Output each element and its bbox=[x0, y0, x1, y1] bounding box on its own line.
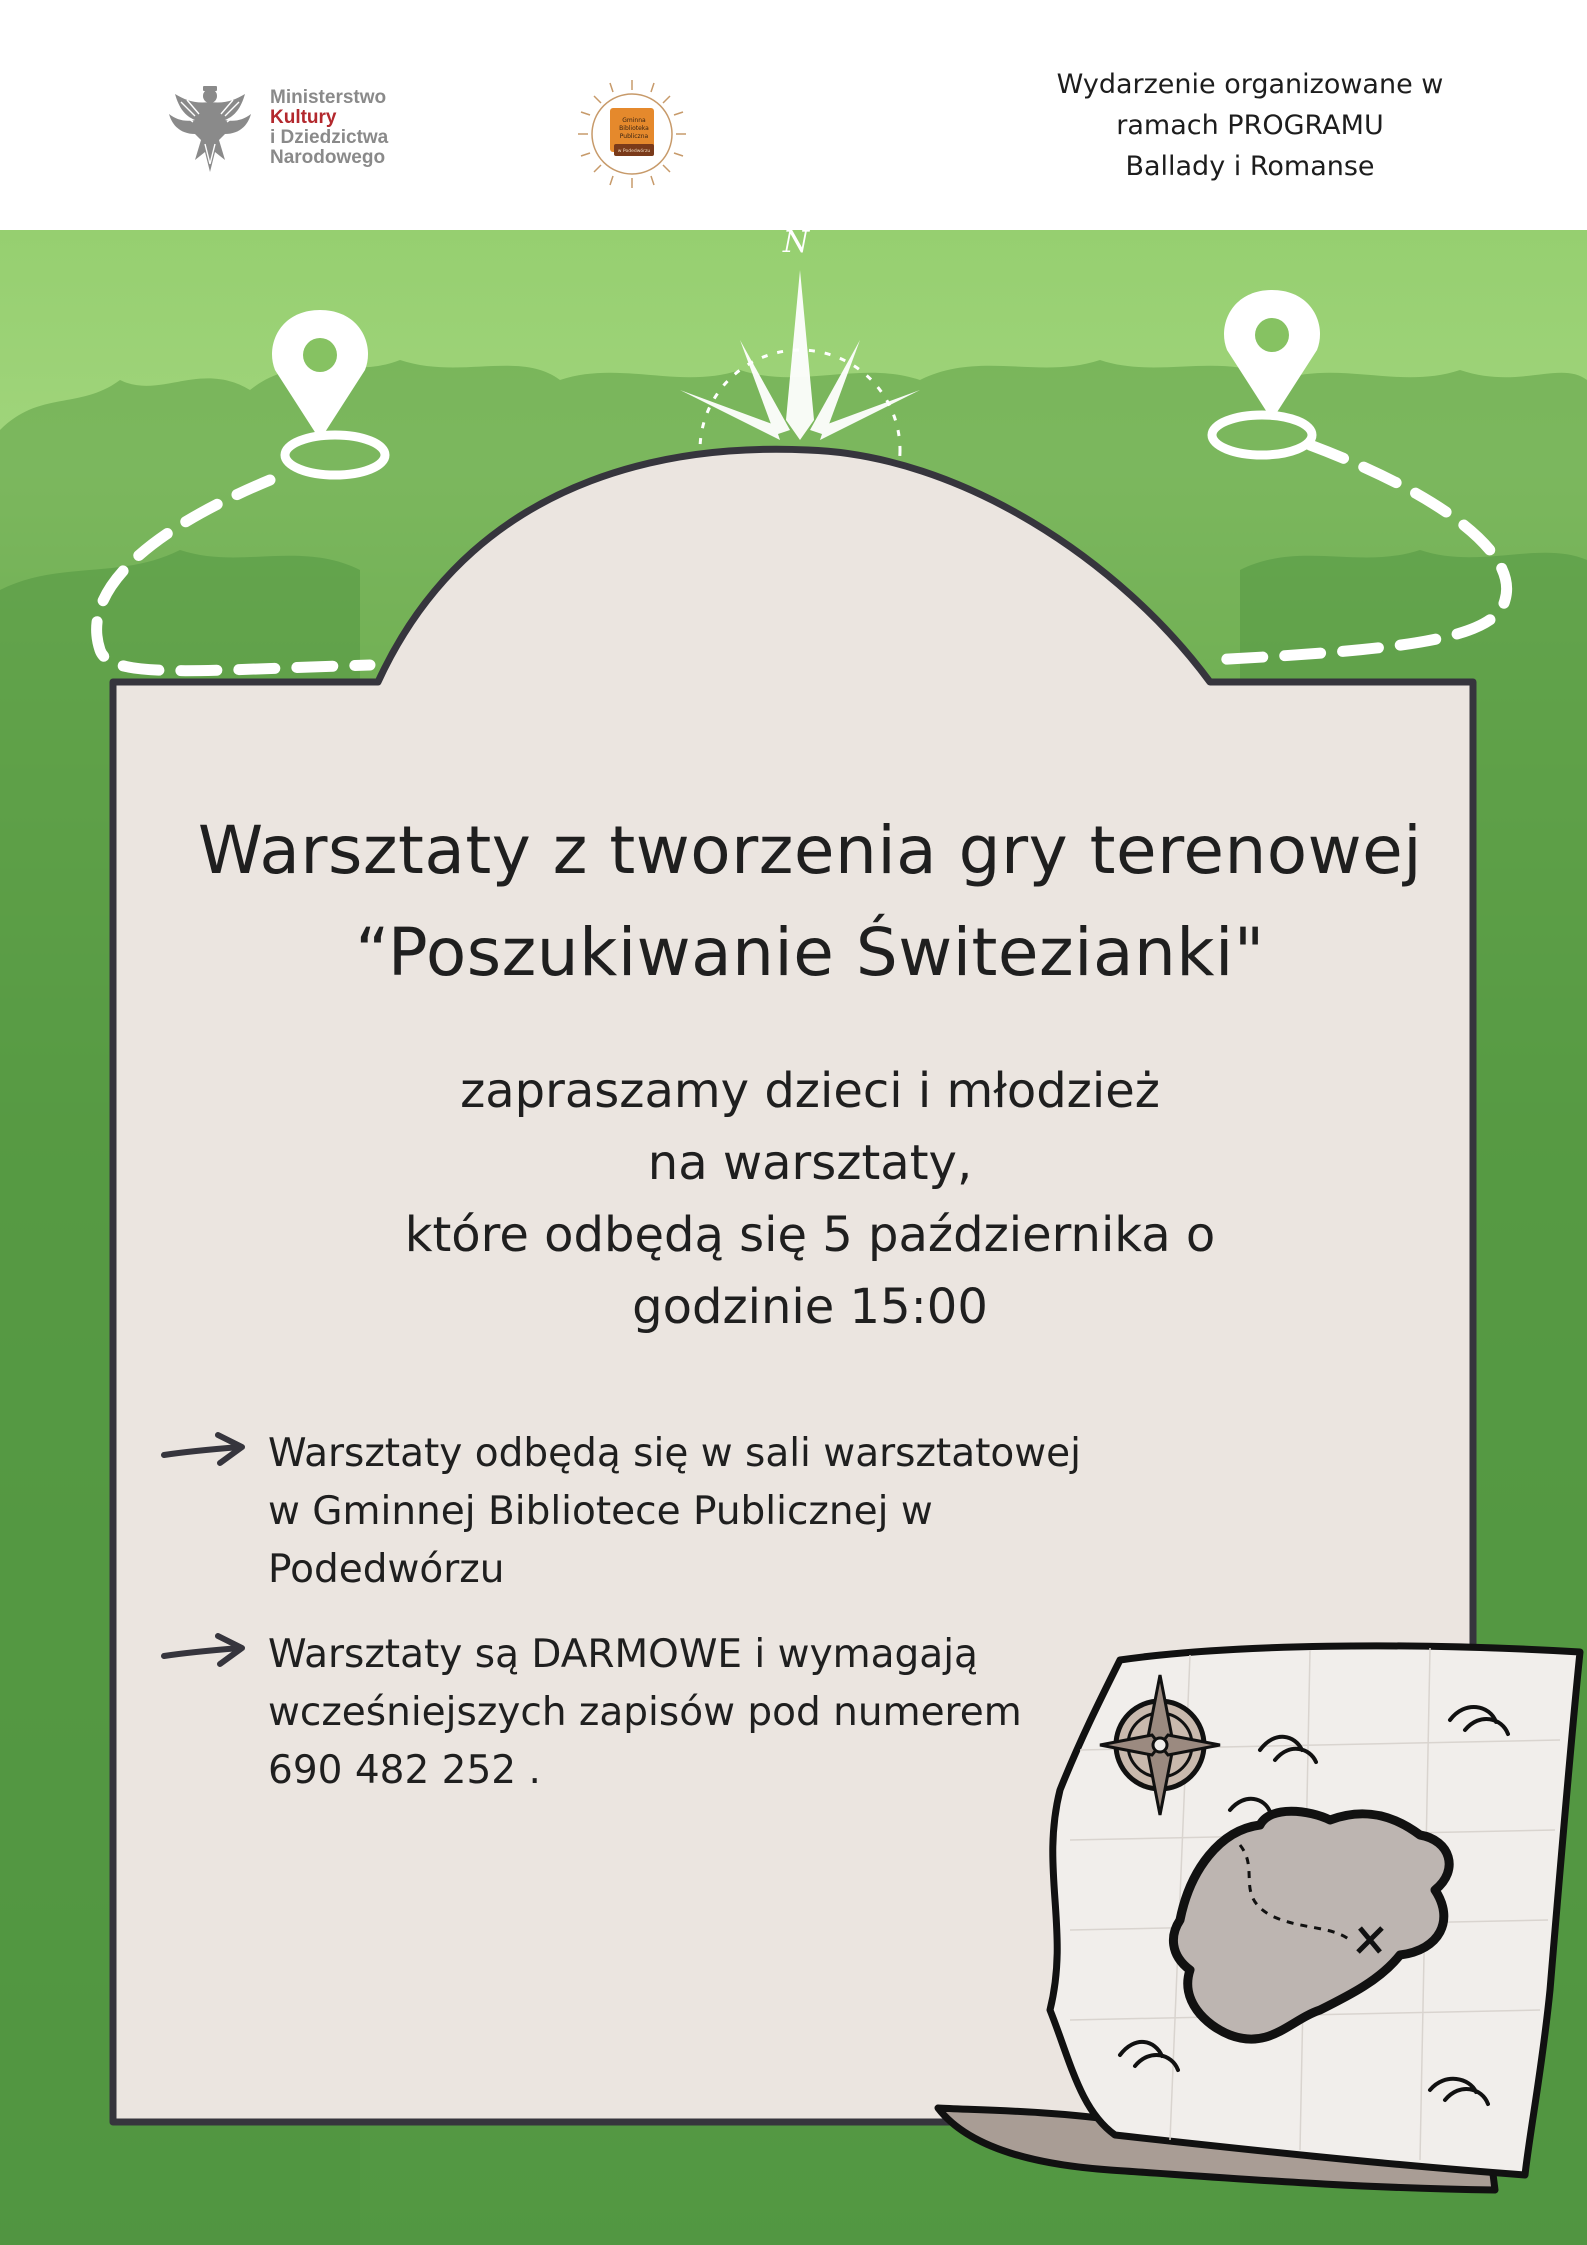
treasure-map-icon bbox=[930, 1630, 1587, 2200]
program-note-line-3: Ballady i Romanse bbox=[1125, 151, 1375, 182]
arrow-right-icon bbox=[160, 1431, 250, 1471]
title-line-1: Warsztaty z tworzenia gry terenowej bbox=[197, 812, 1423, 889]
library-sun-logo-icon bbox=[576, 78, 688, 190]
svg-text:Biblioteka: Biblioteka bbox=[619, 125, 649, 132]
ministry-line-4: Narodowego bbox=[270, 147, 386, 168]
title-line-2: “Poszukiwanie Świtezianki" bbox=[355, 914, 1265, 991]
ministry-name bbox=[270, 88, 388, 168]
program-note-line-2: ramach PROGRAMU bbox=[1116, 110, 1384, 141]
arrow-right-icon bbox=[160, 1632, 250, 1672]
bullet-line: Warsztaty odbędą się w sali warsztatowej bbox=[268, 1431, 1081, 1476]
header bbox=[0, 0, 1587, 230]
eagle-emblem-icon bbox=[155, 80, 265, 180]
svg-text:w Podedwórzu: w Podedwórzu bbox=[617, 149, 651, 154]
bullet-line: 690 482 252 . bbox=[268, 1748, 541, 1793]
svg-text:Publiczna: Publiczna bbox=[619, 133, 649, 140]
bullet-line: Podedwórzu bbox=[268, 1547, 505, 1592]
bullet-location bbox=[160, 1425, 1120, 1599]
poster-title bbox=[150, 800, 1470, 1004]
ministry-line-2: Kultury bbox=[270, 107, 337, 128]
bullet-line: wcześniejszych zapisów pod numerem bbox=[268, 1690, 1022, 1735]
svg-text:N: N bbox=[782, 230, 810, 260]
invite-line-1: zapraszamy dzieci i młodzież bbox=[460, 1063, 1160, 1119]
ministry-line-1: Ministerstwo bbox=[270, 87, 387, 108]
invite-line-2: na warsztaty, bbox=[647, 1135, 973, 1191]
svg-text:Gminna: Gminna bbox=[622, 117, 646, 124]
invitation-text bbox=[150, 1055, 1470, 1343]
invite-line-3: które odbędą się 5 października o bbox=[404, 1207, 1216, 1263]
program-note bbox=[1020, 64, 1480, 187]
bullet-line: w Gminnej Bibliotece Publicznej w bbox=[268, 1489, 933, 1534]
invite-line-4: godzinie 15:00 bbox=[632, 1279, 988, 1335]
program-note-line-1: Wydarzenie organizowane w bbox=[1056, 69, 1444, 100]
ministry-line-3: i Dziedzictwa bbox=[270, 127, 389, 148]
bullet-line: Warsztaty są DARMOWE i wymagają bbox=[268, 1632, 978, 1677]
